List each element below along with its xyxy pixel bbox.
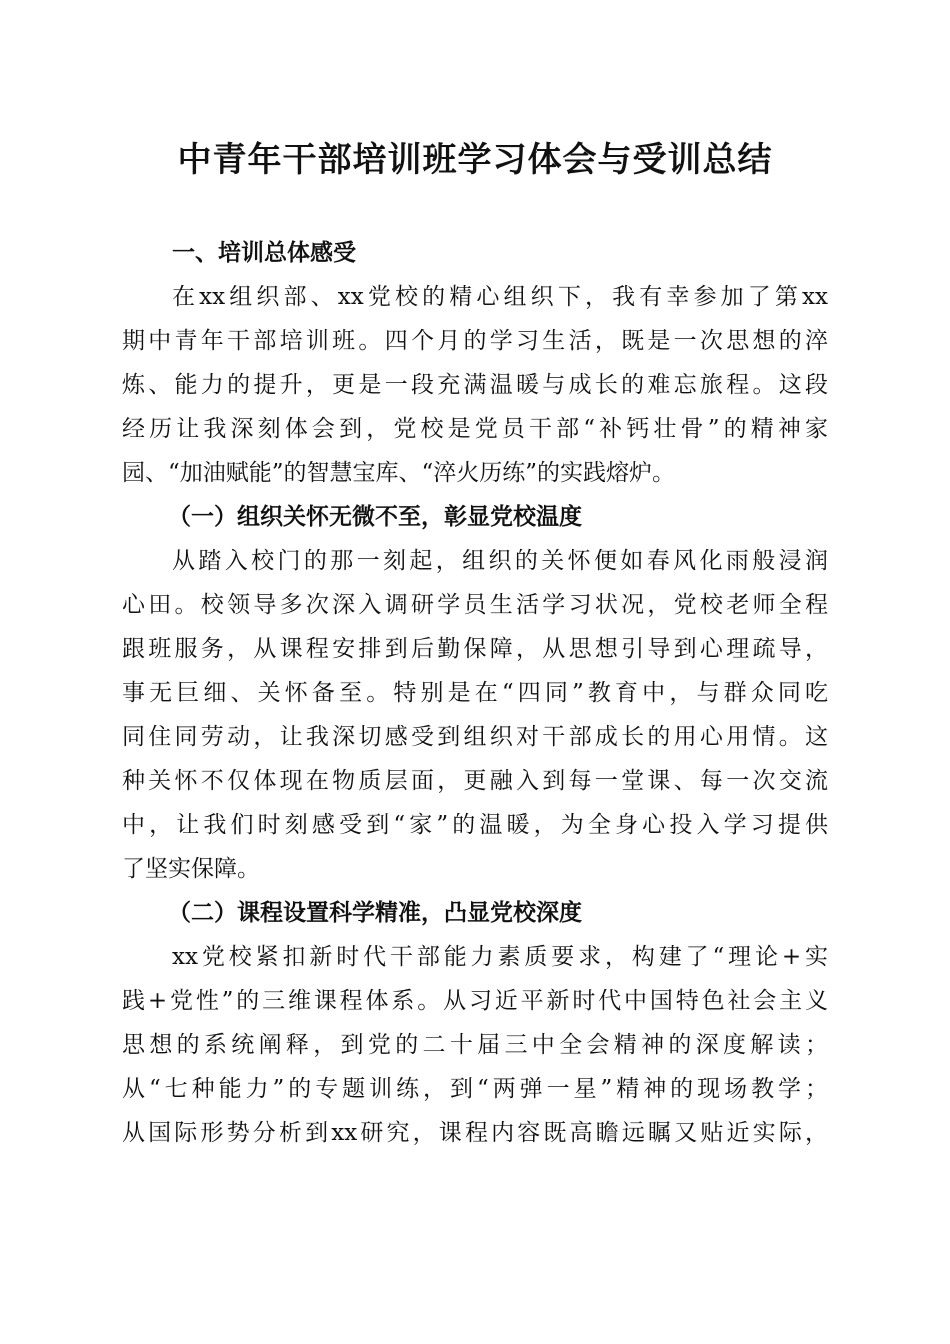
paragraph-line: 践+党性”的三维课程体系。从习近平新时代中国特色社会主义 [122,988,828,1014]
paragraph-line: 心田。校领导多次深入调研学员生活学习状况，党校老师全程 [122,592,828,618]
paragraph-line: 事无巨细、关怀备至。特别是在“四同”教育中，与群众同吃 [122,680,828,706]
paragraph-intro [122,275,828,495]
paragraph-line: 从“七种能力”的专题训练，到“两弹一星”精神的现场教学； [122,1076,828,1102]
paragraph-line: 经历让我深刻体会到，党校是党员干部“补钙壮骨”的精神家 [122,416,828,442]
paragraph-line: 种关怀不仅体现在物质层面，更融入到每一堂课、每一次交流 [122,768,828,794]
paragraph-line: 园、“加油赋能”的智慧宝库、“淬火历练”的实践熔炉。 [122,460,676,486]
paragraph-line: 了坚实保障。 [122,856,260,882]
paragraph-line: 思想的系统阐释，到党的二十届三中全会精神的深度解读； [122,1032,828,1058]
paragraph-line: 中，让我们时刻感受到“家”的温暖，为全身心投入学习提供 [122,812,828,838]
document-body [122,231,828,1155]
paragraph-line: 跟班服务，从课程安排到后勤保障，从思想引导到心理疏导， [122,636,828,662]
paragraph-line: 从踏入校门的那一刻起，组织的关怀便如春风化雨般浸润 [172,548,828,574]
paragraph-courses [122,935,828,1155]
subsection-heading: （二）课程设置科学精准，凸显党校深度 [168,899,582,926]
document-title: 中青年干部培训班学习体会与受训总结 [177,140,773,180]
paragraph-care [122,539,828,891]
paragraph-line: 从国际形势分析到xx研究，课程内容既高瞻远瞩又贴近实际， [122,1120,828,1146]
paragraph-line: 同住同劳动，让我深切感受到组织对干部成长的用心用情。这 [122,724,828,750]
paragraph-line: 在xx组织部、xx党校的精心组织下，我有幸参加了第xx [172,284,828,310]
paragraph-line: 炼、能力的提升，更是一段充满温暖与成长的难忘旅程。这段 [122,372,828,398]
paragraph-line: 期中青年干部培训班。四个月的学习生活，既是一次思想的淬 [122,328,828,354]
paragraph-line: xx党校紧扣新时代干部能力素质要求，构建了“理论+实 [172,944,828,970]
section-heading: 一、培训总体感受 [172,239,356,266]
subsection-heading: （一）组织关怀无微不至，彰显党校温度 [168,503,582,530]
